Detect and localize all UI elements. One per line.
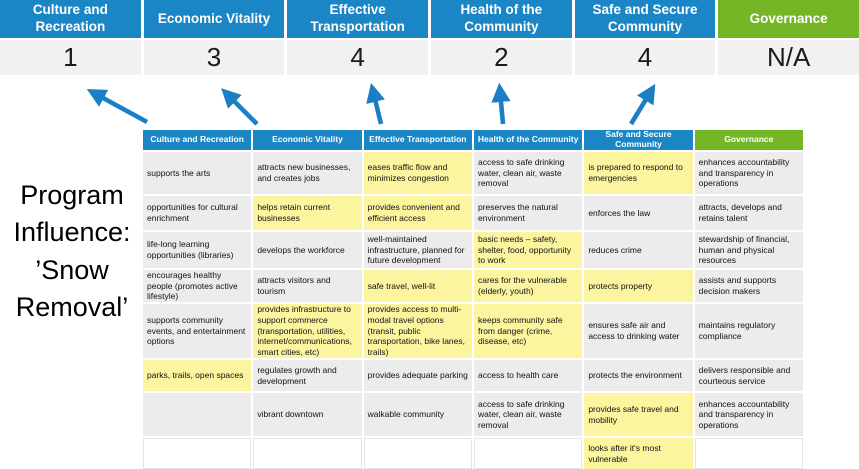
up-arrow-icons: [0, 78, 859, 130]
matrix-cell: eases traffic flow and minimizes congestion: [364, 152, 472, 194]
scoreboard-headers: [0, 0, 859, 38]
matrix-header-cell: Health of the Community: [474, 130, 582, 150]
matrix-cell: maintains regulatory compliance: [695, 304, 803, 358]
matrix-cell: provides adequate parking: [364, 360, 472, 391]
matrix-header-cell: Effective Transportation: [364, 130, 472, 150]
matrix-cell: encourages healthy people (promotes active lifestyle): [143, 270, 251, 302]
matrix-cell: stewardship of financial, human and physical resources: [695, 232, 803, 268]
matrix-cell: supports community events, and entertainment options: [143, 304, 251, 358]
program-title: Program Influence: ’Snow Removal’: [13, 180, 131, 322]
matrix-cell: access to safe drinking water, clean air, waste removal: [474, 393, 582, 436]
priority-header: Culture and Recreation: [0, 0, 141, 38]
matrix-cell: enhances accountability and transparency in operations: [695, 152, 803, 194]
matrix-cell: assists and supports decision makers: [695, 270, 803, 302]
matrix-cell: well-maintained infrastructure, planned for future development: [364, 232, 472, 268]
matrix-cell: helps retain current businesses: [253, 196, 361, 230]
matrix-cell: ensures safe air and access to drinking water: [584, 304, 692, 358]
up-arrow-icon: [373, 91, 381, 124]
matrix-cell: looks after it's most vulnerable: [584, 438, 692, 469]
priority-header: Effective Transportation: [287, 0, 428, 38]
matrix-cell: [253, 438, 361, 469]
matrix-cell: attracts new businesses, and creates jobs: [253, 152, 361, 194]
matrix-cell: develops the workforce: [253, 232, 361, 268]
matrix-cell: [364, 438, 472, 469]
score-value: 4: [287, 40, 428, 75]
matrix-cell: [143, 438, 251, 469]
matrix-cell: supports the arts: [143, 152, 251, 194]
priority-header: Governance: [718, 0, 859, 38]
matrix-cell: enhances accountability and transparency in operations: [695, 393, 803, 436]
matrix-header-cell: Governance: [695, 130, 803, 150]
score-value: N/A: [718, 40, 859, 75]
score-value: 3: [144, 40, 285, 75]
matrix-cell: provides infrastructure to support commerce (transportation, utilities, internet/communications, smart cities, etc): [253, 304, 361, 358]
matrix-cell: provides access to multi-modal travel options (transit, public transportation, bike lanes, trails): [364, 304, 472, 358]
up-arrow-icon: [94, 93, 147, 122]
matrix-cell: [695, 438, 803, 469]
matrix-cell: regulates growth and development: [253, 360, 361, 391]
matrix-header-cell: Culture and Recreation: [143, 130, 251, 150]
matrix-header-cell: Safe and Secure Community: [584, 130, 692, 150]
matrix-cell: reduces crime: [584, 232, 692, 268]
matrix-cell: access to safe drinking water, clean air, waste removal: [474, 152, 582, 194]
matrix-cell: opportunities for cultural enrichment: [143, 196, 251, 230]
matrix-cell: protects property: [584, 270, 692, 302]
matrix-cell: vibrant downtown: [253, 393, 361, 436]
up-arrow-icon: [227, 94, 257, 124]
priority-header: Economic Vitality: [144, 0, 285, 38]
score-value: 4: [575, 40, 716, 75]
scoreboard: [0, 0, 859, 75]
matrix-cell: delivers responsible and courteous service: [695, 360, 803, 391]
matrix-cell: attracts, develops and retains talent: [695, 196, 803, 230]
matrix-cell: [474, 438, 582, 469]
priority-header: Safe and Secure Community: [575, 0, 716, 38]
up-arrow-icon: [631, 91, 651, 124]
up-arrow-icon: [500, 91, 503, 124]
matrix-header-cell: Economic Vitality: [253, 130, 361, 150]
scoreboard-scores: [0, 40, 859, 75]
matrix-cell: safe travel, well-lit: [364, 270, 472, 302]
matrix-cell: access to health care: [474, 360, 582, 391]
matrix-cell: is prepared to respond to emergencies: [584, 152, 692, 194]
matrix-cell: cares for the vulnerable (elderly, youth): [474, 270, 582, 302]
matrix-cell: protects the environment: [584, 360, 692, 391]
matrix-cell: enforces the law: [584, 196, 692, 230]
matrix-cell: provides convenient and efficient access: [364, 196, 472, 230]
priority-header: Health of the Community: [431, 0, 572, 38]
matrix-cell: parks, trails, open spaces: [143, 360, 251, 391]
influence-matrix: [143, 130, 803, 469]
matrix-cell: life-long learning opportunities (libraries): [143, 232, 251, 268]
matrix-cell: attracts visitors and tourism: [253, 270, 361, 302]
score-value: 2: [431, 40, 572, 75]
matrix-cell: provides safe travel and mobility: [584, 393, 692, 436]
score-value: 1: [0, 40, 141, 75]
matrix-cell: walkable community: [364, 393, 472, 436]
matrix-cell: basic needs – safety, shelter, food, opportunity to work: [474, 232, 582, 268]
matrix-cell: [143, 393, 251, 436]
matrix-cell: preserves the natural environment: [474, 196, 582, 230]
matrix-cell: keeps community safe from danger (crime, disease, etc): [474, 304, 582, 358]
